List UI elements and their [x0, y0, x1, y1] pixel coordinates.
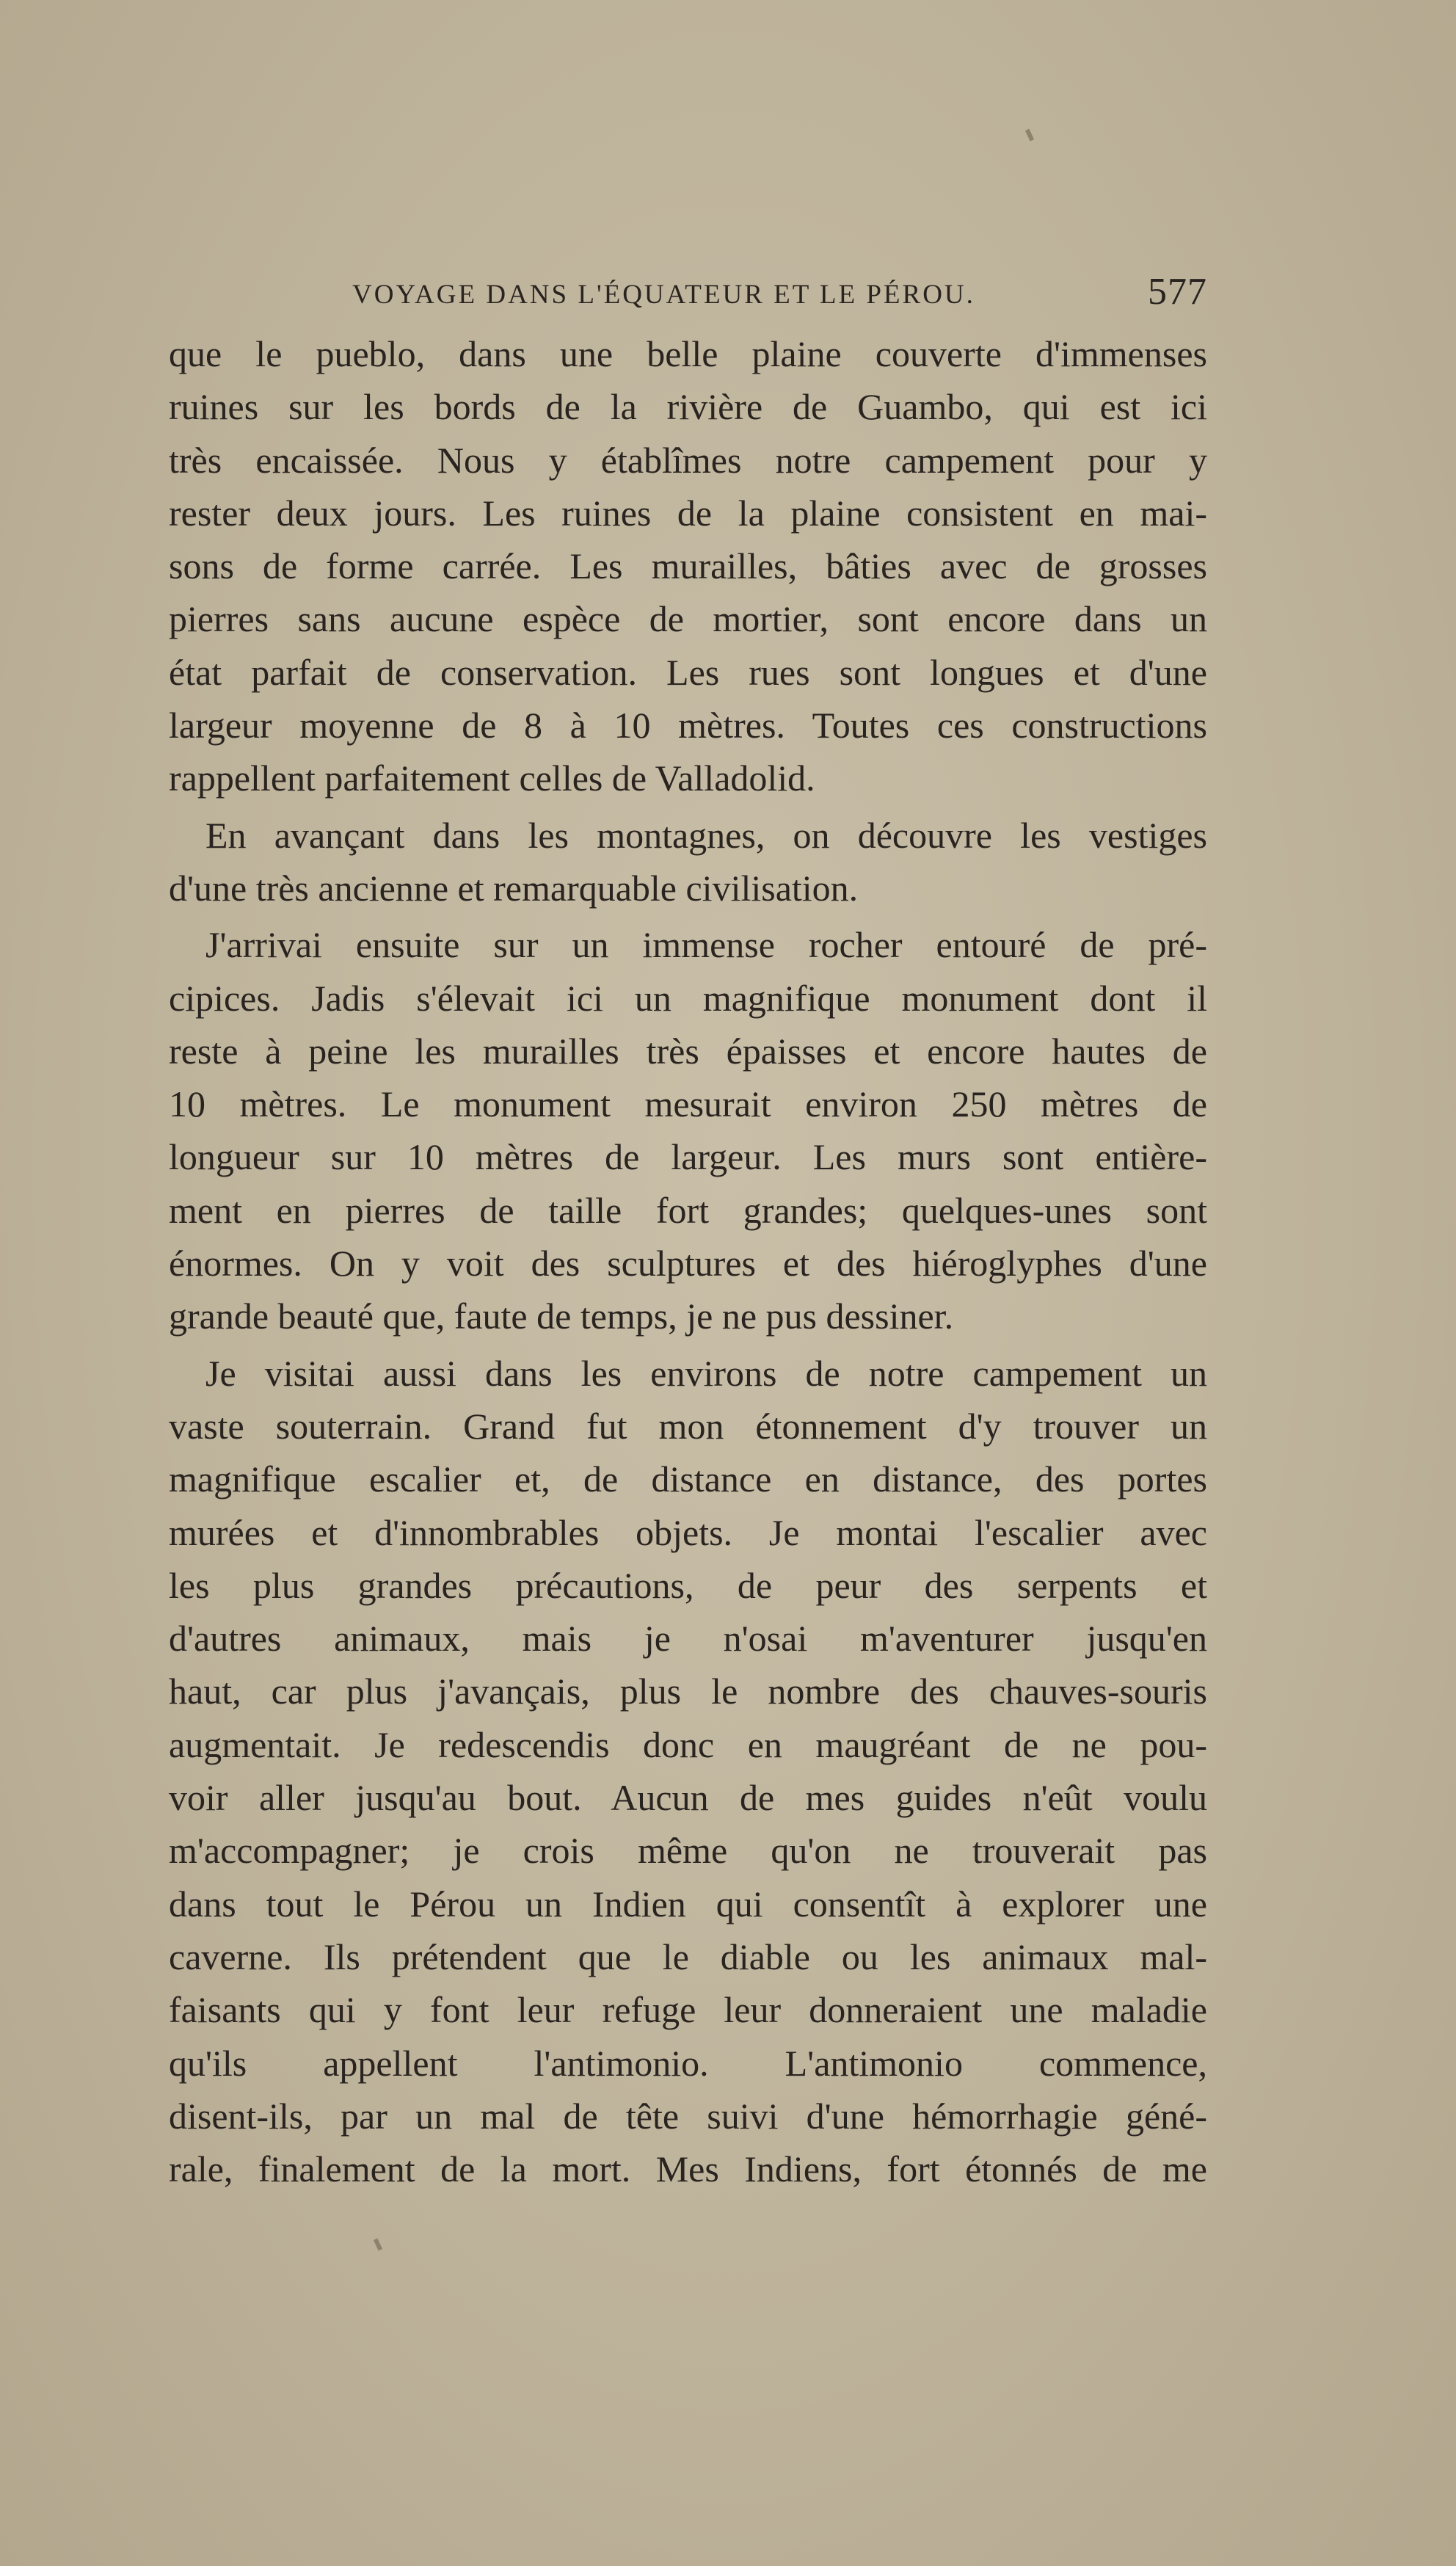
paragraph	[169, 327, 1207, 805]
text-line: rappellent parfaitement celles de Valladolid.	[169, 757, 815, 799]
text-line: d'autres animaux, mais je n'osai m'aventurer jusqu'en	[169, 1618, 1207, 1660]
paragraph	[169, 809, 1207, 915]
text-line: les plus grandes précautions, de peur des serpents et	[169, 1564, 1207, 1606]
text-line: qu'ils appellent l'antimonio. L'antimonio commence,	[169, 2042, 1207, 2084]
text-line: cipices. Jadis s'élevait ici un magnifique monument dont il	[169, 977, 1207, 1019]
text-line: état parfait de conservation. Les rues sont longues et d'une	[169, 651, 1207, 693]
text-line: caverne. Ils prétendent que le diable ou les animaux mal-	[169, 1936, 1207, 1977]
paragraph	[169, 1347, 1207, 2196]
text-line: rester deux jours. Les ruines de la plaine consistent en mai-	[169, 492, 1207, 534]
running-title: VOYAGE DANS L'ÉQUATEUR ET LE PÉROU.	[352, 280, 975, 310]
text-line: faisants qui y font leur refuge leur donneraient une maladie	[169, 1989, 1207, 2031]
text-line: Je visitai aussi dans les environs de notre campement un	[205, 1352, 1207, 1394]
text-line: largeur moyenne de 8 à 10 mètres. Toutes ces constructions	[169, 705, 1207, 746]
text-line: haut, car plus j'avançais, plus le nombre des chauves-souris	[169, 1671, 1207, 1712]
text-line: très encaissée. Nous y établîmes notre campement pour y	[169, 439, 1207, 481]
text-line: m'accompagner; je crois même qu'on ne trouverait pas	[169, 1830, 1207, 1872]
paper-speck	[1025, 128, 1034, 141]
text-line: longueur sur 10 mètres de largeur. Les murs sont entière-	[169, 1136, 1207, 1178]
text-line: sons de forme carrée. Les murailles, bâties avec de grosses	[169, 545, 1207, 587]
text-line: d'une très ancienne et remarquable civilisation.	[169, 867, 859, 909]
text-line: reste à peine les murailles très épaisses et encore hautes de	[169, 1030, 1207, 1072]
text-line: 10 mètres. Le monument mesurait environ 250 mètres de	[169, 1083, 1207, 1125]
running-head	[169, 270, 1207, 314]
text-line: ment en pierres de taille fort grandes; quelques-unes sont	[169, 1189, 1207, 1231]
text-line: énormes. On y voit des sculptures et des hiéroglyphes d'une	[169, 1243, 1207, 1284]
text-line: augmentait. Je redescendis donc en maugréant de ne pou-	[169, 1723, 1207, 1765]
text-line: pierres sans aucune espèce de mortier, sont encore dans un	[169, 598, 1207, 640]
text-line: voir aller jusqu'au bout. Aucun de mes guides n'eût voulu	[169, 1777, 1207, 1819]
text-line: ruines sur les bords de la rivière de Guambo, qui est ici	[169, 386, 1207, 428]
paper-speck	[374, 2238, 382, 2250]
text-line: vaste souterrain. Grand fut mon étonnement d'y trouver un	[169, 1405, 1207, 1447]
text-line: grande beauté que, faute de temps, je ne pus dessiner.	[169, 1295, 954, 1337]
text-line: rale, finalement de la mort. Mes Indiens, fort étonnés de me	[169, 2148, 1207, 2190]
body-text	[169, 327, 1207, 2199]
text-line: magnifique escalier et, de distance en distance, des portes	[169, 1458, 1207, 1500]
text-line: dans tout le Pérou un Indien qui consentît à explorer une	[169, 1883, 1207, 1925]
paragraph	[169, 918, 1207, 1342]
page-number: 577	[1148, 271, 1207, 313]
text-line: que le pueblo, dans une belle plaine couverte d'immenses	[169, 333, 1207, 374]
text-line: J'arrivai ensuite sur un immense rocher entouré de pré-	[205, 924, 1207, 966]
text-line: disent-ils, par un mal de tête suivi d'une hémorrhagie géné-	[169, 2095, 1207, 2137]
text-line: En avançant dans les montagnes, on découvre les vestiges	[205, 814, 1207, 856]
text-line: murées et d'innombrables objets. Je montai l'escalier avec	[169, 1511, 1207, 1553]
